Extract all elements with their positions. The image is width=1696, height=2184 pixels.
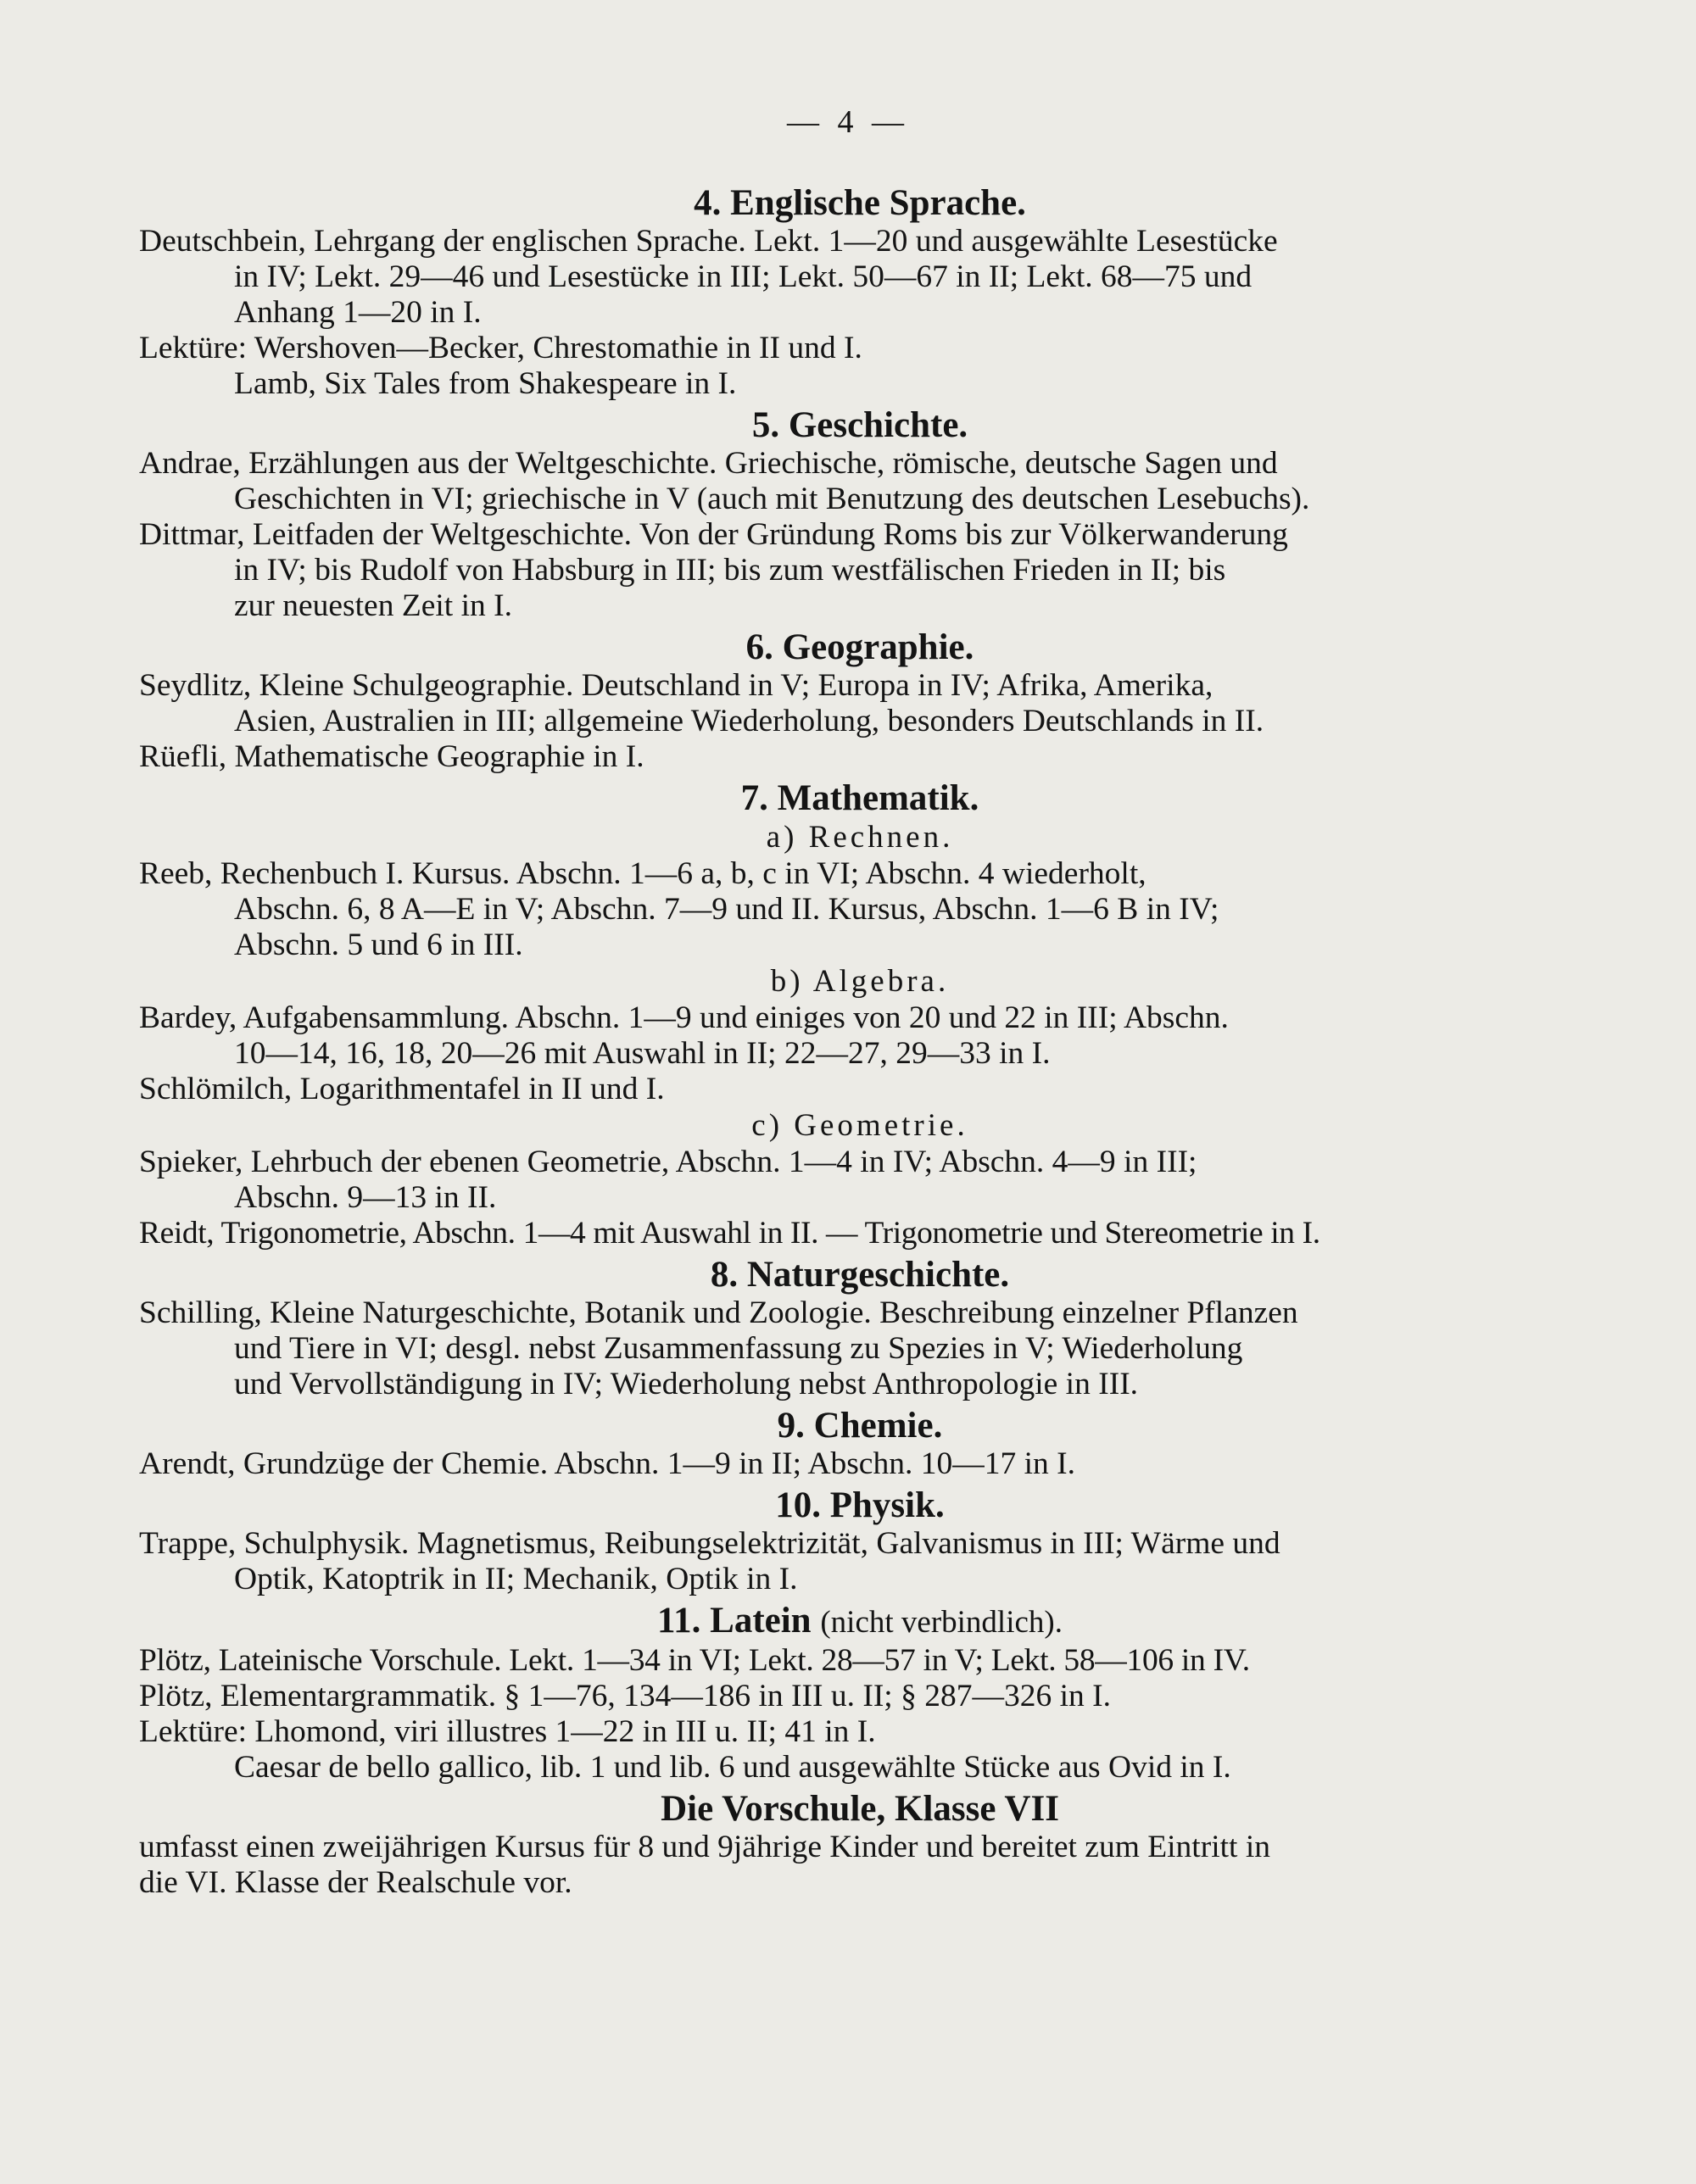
entry-trappe [139, 1526, 1581, 1597]
subheading-rechnen: a) Rechnen. [766, 820, 954, 855]
section-heading-englisch: 4. Englische Sprache. [694, 183, 1026, 223]
text-line: Abschn. 5 und 6 in III. [234, 928, 523, 962]
page-number: — 4 — [787, 104, 909, 140]
text-line: Trappe, Schulphysik. Magnetismus, Reibungselektrizität, Galvanismus in III; Wärme und [139, 1526, 1280, 1561]
entry-schloemilch [139, 1072, 1581, 1107]
text-line: Reeb, Rechenbuch I. Kursus. Abschn. 1—6 a, b, c in VI; Abschn. 4 wiederholt, [139, 856, 1146, 891]
entry-arendt [139, 1446, 1581, 1482]
section-heading-vorschule: Die Vorschule, Klasse VII [661, 1789, 1059, 1829]
latein-heading-title: 11. Latein [657, 1601, 812, 1641]
text-line: Schlömilch, Logarithmentafel in II und I. [139, 1072, 665, 1106]
text-line: und Tiere in VI; desgl. nebst Zusammenfassung zu Spezies in V; Wiederholung [234, 1331, 1243, 1366]
text-line: Reidt, Trigonometrie, Abschn. 1—4 mit Auswahl in II. — Trigonometrie und Stereometrie in I. [139, 1216, 1320, 1251]
text-line: Andrae, Erzählungen aus der Weltgeschichte. Griechische, römische, deutsche Sagen und [139, 446, 1278, 481]
section-heading-physik: 10. Physik. [775, 1485, 945, 1525]
text-line: Rüefli, Mathematische Geographie in I. [139, 739, 644, 774]
text-line: Geschichten in VI; griechische in V (auch mit Benutzung des deutschen Lesebuchs). [234, 482, 1310, 516]
text-line: in IV; bis Rudolf von Habsburg in III; bis zum westfälischen Frieden in II; bis [234, 553, 1226, 588]
entry-seydlitz [139, 668, 1581, 739]
text-line: Deutschbein, Lehrgang der englischen Sprache. Lekt. 1—20 und ausgewählte Lesestücke [139, 224, 1278, 259]
text-line: Seydlitz, Kleine Schulgeographie. Deutschland in V; Europa in IV; Afrika, Amerika, [139, 668, 1213, 703]
page-content [139, 180, 1581, 1901]
latein-heading-note: (nicht verbindlich). [820, 1605, 1063, 1640]
entry-andrae [139, 446, 1581, 517]
section-heading-chemie: 9. Chemie. [777, 1406, 943, 1446]
text-line: Abschn. 9—13 in II. [234, 1180, 497, 1215]
text-line: Lamb, Six Tales from Shakespeare in I. [234, 366, 737, 401]
text-line: 10—14, 16, 18, 20—26 mit Auswahl in II; 22—27, 29—33 in I. [234, 1036, 1051, 1071]
text-line: Anhang 1—20 in I. [234, 295, 482, 330]
entry-ploetz-elementargrammatik [139, 1679, 1581, 1714]
section-heading-geschichte: 5. Geschichte. [751, 405, 968, 445]
text-line: Asien, Australien in III; allgemeine Wiederholung, besonders Deutschlands in II. [234, 704, 1264, 738]
text-line: Plötz, Elementargrammatik. § 1—76, 134—186 in III u. II; § 287—326 in I. [139, 1679, 1112, 1713]
section-heading-geographie: 6. Geographie. [745, 627, 974, 667]
section-heading-naturgeschichte: 8. Naturgeschichte. [710, 1255, 1010, 1295]
entry-spieker [139, 1145, 1581, 1216]
section-heading-mathematik: 7. Mathematik. [740, 778, 979, 818]
text-line: Spieker, Lehrbuch der ebenen Geometrie, Abschn. 1—4 in IV; Abschn. 4—9 in III; [139, 1145, 1197, 1179]
text-line: Arendt, Grundzüge der Chemie. Abschn. 1—9 in II; Abschn. 10—17 in I. [139, 1446, 1075, 1481]
text-line: Lektüre: Lhomond, viri illustres 1—22 in III u. II; 41 in I. [139, 1714, 876, 1749]
text-line: Schilling, Kleine Naturgeschichte, Botanik und Zoologie. Beschreibung einzelner Pflanzen [139, 1295, 1298, 1330]
text-line: zur neuesten Zeit in I. [234, 588, 512, 623]
text-line: Plötz, Lateinische Vorschule. Lekt. 1—34 in VI; Lekt. 28—57 in V; Lekt. 58—106 in IV. [139, 1643, 1250, 1678]
text-line: Abschn. 6, 8 A—E in V; Abschn. 7—9 und II. Kursus, Abschn. 1—6 B in IV; [234, 892, 1219, 927]
text-line: und Vervollständigung in IV; Wiederholung nebst Anthropologie in III. [234, 1367, 1139, 1401]
entry-reeb [139, 856, 1581, 963]
section-heading-latein [139, 1601, 1581, 1643]
entry-dittmar [139, 517, 1581, 624]
entry-schilling [139, 1295, 1581, 1402]
entry-rueefli [139, 739, 1581, 775]
entry-ploetz-vorschule [139, 1643, 1581, 1679]
text-line: Dittmar, Leitfaden der Weltgeschichte. Von der Gründung Roms bis zur Völkerwanderung [139, 517, 1288, 552]
text-line: umfasst einen zweijährigen Kursus für 8 und 9jährige Kinder und bereitet zum Eintritt in [139, 1830, 1271, 1864]
entry-deutschbein [139, 224, 1581, 331]
text-line: die VI. Klasse der Realschule vor. [139, 1865, 572, 1900]
text-line: Bardey, Aufgabensammlung. Abschn. 1—9 und einiges von 20 und 22 in III; Abschn. [139, 1000, 1229, 1035]
text-line: Caesar de bello gallico, lib. 1 und lib. 6 und ausgewählte Stücke aus Ovid in I. [234, 1750, 1231, 1785]
text-line: Optik, Katoptrik in II; Mechanik, Optik in I. [234, 1562, 798, 1596]
entry-reidt [139, 1216, 1581, 1251]
subheading-algebra: b) Algebra. [770, 964, 950, 999]
entry-bardey [139, 1000, 1581, 1072]
subheading-geometrie: c) Geometrie. [751, 1108, 968, 1143]
text-line: Lektüre: Wershoven—Becker, Chrestomathie in II und I. [139, 331, 862, 365]
entry-vorschule [139, 1830, 1581, 1901]
text-line: in IV; Lekt. 29—46 und Lesestücke in III; Lekt. 50—67 in II; Lekt. 68—75 und [234, 259, 1252, 294]
entry-lektuere-englisch [139, 331, 1581, 402]
entry-lektuere-latein [139, 1714, 1581, 1786]
